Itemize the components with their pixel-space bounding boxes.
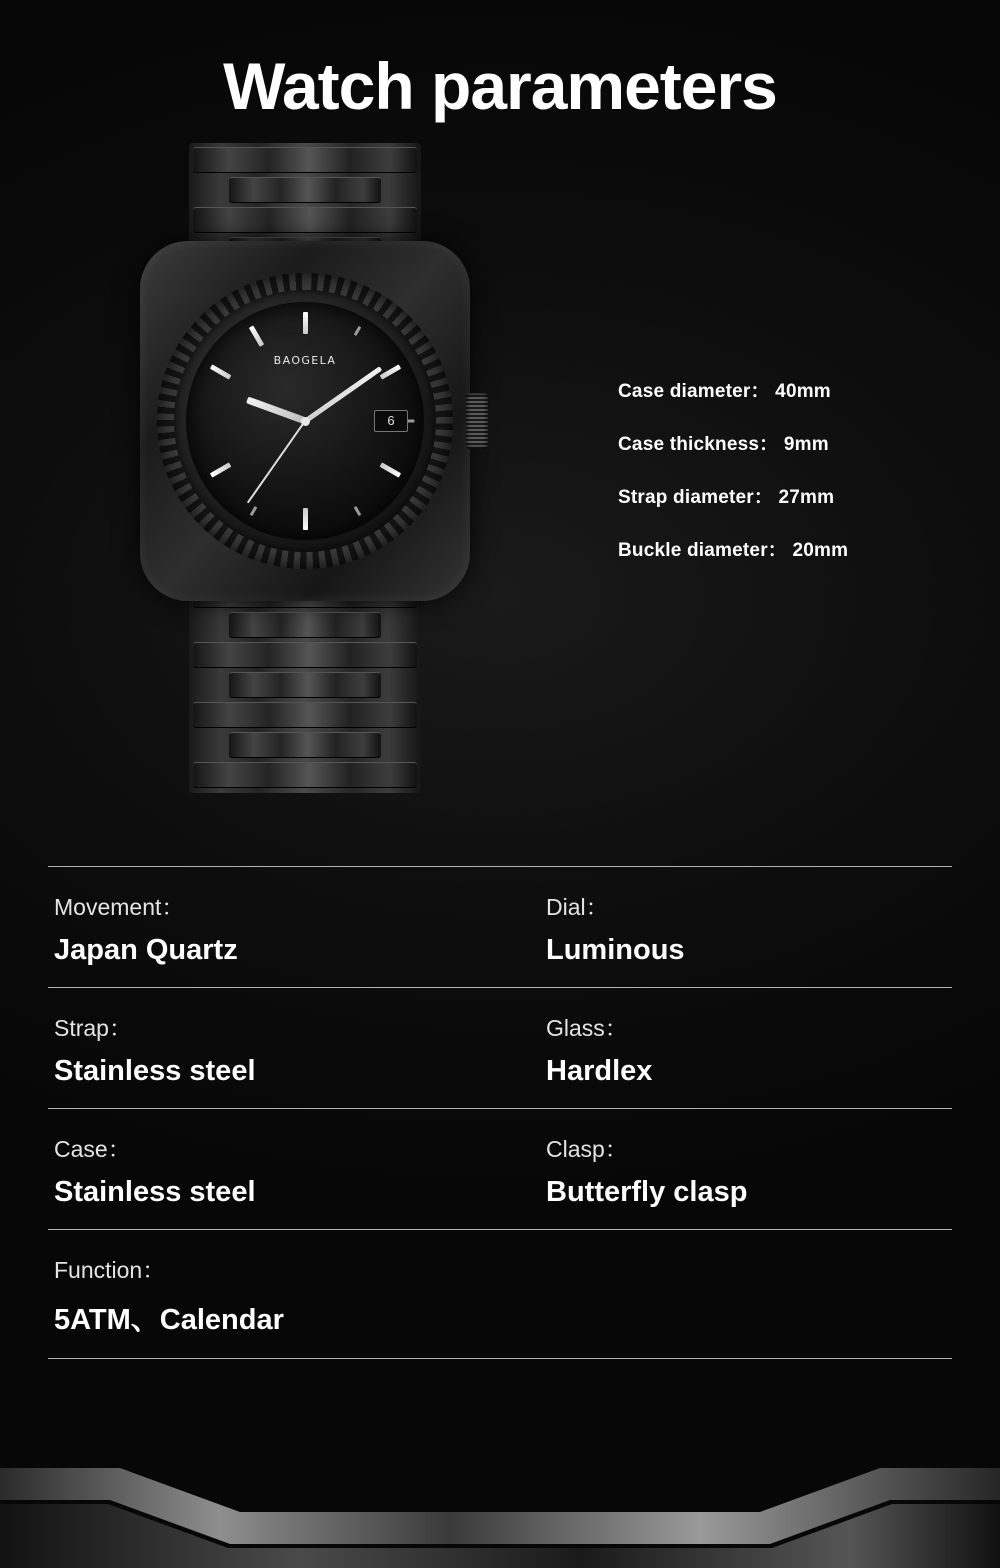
watch-product-image — [95, 143, 515, 793]
divider — [48, 1108, 952, 1109]
bottom-decoration — [0, 1440, 1000, 1568]
callout-buckle-diameter: Buckle diameter： 20mm — [618, 540, 849, 562]
cell-label: Dial： — [546, 894, 609, 920]
divider — [48, 866, 952, 867]
divider — [48, 987, 952, 988]
cell-value: Luminous — [546, 934, 685, 966]
cell-label: Clasp： — [546, 1136, 628, 1162]
table-row — [48, 1109, 952, 1229]
cell-value: Stainless steel — [54, 1055, 256, 1087]
divider — [48, 1229, 952, 1230]
hero-section — [0, 121, 1000, 821]
cell-function — [48, 1252, 952, 1338]
cell-label: Function： — [54, 1257, 166, 1283]
hands-pivot — [301, 417, 310, 426]
cell-movement — [48, 889, 540, 967]
callout-strap-diameter: Strap diameter： 27mm — [618, 487, 835, 509]
crown — [466, 393, 488, 449]
cell-label: Case： — [54, 1136, 131, 1162]
cell-clasp — [540, 1131, 1000, 1209]
cell-value: Butterfly clasp — [546, 1176, 748, 1208]
date-window: 6 — [374, 410, 408, 432]
table-row — [48, 988, 952, 1108]
spec-table — [48, 866, 952, 1359]
minute-hand — [304, 366, 382, 423]
bracelet-bottom — [189, 578, 421, 793]
callout-case-thickness: Case thickness： 9mm — [618, 434, 829, 456]
dimension-callouts — [618, 376, 958, 588]
cell-label: Movement： — [54, 894, 185, 920]
cell-strap — [48, 1010, 540, 1088]
table-row — [48, 867, 952, 987]
cell-value: Hardlex — [546, 1055, 653, 1087]
table-row — [48, 1230, 952, 1358]
watch-dial — [186, 302, 424, 540]
divider — [48, 1358, 952, 1359]
dial-brand-text: BAOGELA — [273, 354, 337, 368]
page-title: Watch parameters — [223, 49, 777, 123]
cell-label: Strap： — [54, 1015, 132, 1041]
cell-label: Glass： — [546, 1015, 628, 1041]
cell-value: 5ATM、Calendar — [54, 1304, 284, 1336]
cell-glass — [540, 1010, 1000, 1088]
callout-case-diameter: Case diameter： 40mm — [618, 381, 831, 403]
cell-value: Stainless steel — [54, 1176, 256, 1208]
hour-hand — [246, 397, 307, 425]
cell-dial — [540, 889, 1000, 967]
chevron-graphic — [0, 1440, 1000, 1568]
second-hand — [247, 421, 306, 504]
cell-value: Japan Quartz — [54, 934, 238, 966]
watch-case — [140, 241, 470, 601]
cell-case — [48, 1131, 540, 1209]
